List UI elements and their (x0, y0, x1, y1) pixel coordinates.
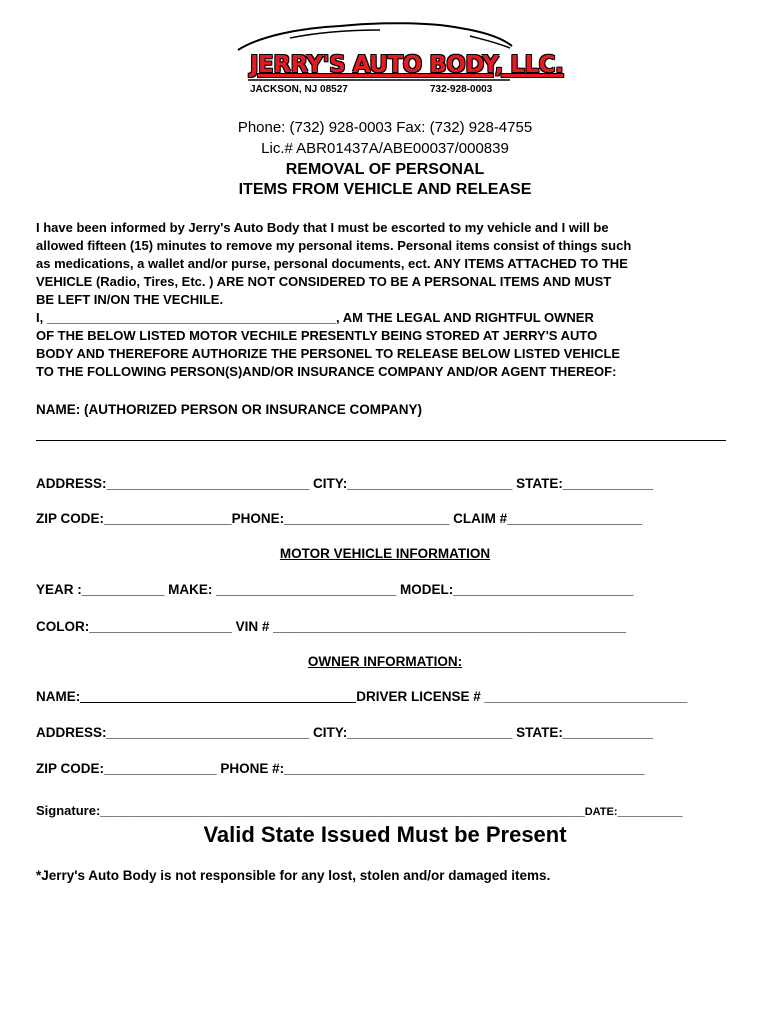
license-number: Lic.# ABR01437A/ABE00037/000839 (261, 140, 509, 157)
owner-name-field[interactable] (80, 689, 356, 703)
date-label: DATE: (584, 806, 618, 818)
owner-section-heading: OWNER INFORMATION: (307, 654, 463, 669)
paragraph-line: BODY AND THEREFORE AUTHORIZE THE PERSONEL TO RELEASE BELOW LISTED VEHICLE (36, 346, 621, 361)
id-required-notice: Valid State Issued Must be Present (203, 822, 567, 847)
authorized-name-label: NAME: (AUTHORIZED PERSON OR INSURANCE COMPANY) (36, 402, 423, 417)
form-title-line2: ITEMS FROM VEHICLE AND RELEASE (238, 181, 532, 198)
paragraph-line: I have been informed by Jerry's Auto Body that I must be escorted to my vehicle and I will be (36, 220, 609, 235)
signature-row (36, 803, 683, 818)
driver-license-field[interactable]: DRIVER LICENSE # ___________________________ (356, 689, 688, 704)
paragraph-line: VEHICLE (Radio, Tires, Etc. ) ARE NOT CONSIDERED TO BE A PERSONAL ITEMS AND MUST (36, 274, 612, 289)
color-vin-row[interactable]: COLOR:___________________ VIN # _______________________________________________ (36, 619, 627, 634)
release-paragraph (36, 219, 736, 381)
authorized-zip-phone-claim-row[interactable]: ZIP CODE:_________________PHONE:______________________ CLAIM #__________________ (36, 511, 643, 526)
owner-zip-phone-row[interactable]: ZIP CODE:_______________ PHONE #:________________________________________________ (36, 761, 645, 776)
authorized-name-line[interactable] (36, 440, 726, 441)
company-logo (230, 18, 564, 100)
authorized-address-row[interactable]: ADDRESS:___________________________ CITY:______________________ STATE:____________ (36, 476, 653, 491)
year-make-model-row[interactable]: YEAR :___________ MAKE: ________________________ MODEL:________________________ (36, 582, 634, 597)
owner-name-label: NAME: (36, 689, 81, 704)
logo-company-name: JERRY'S AUTO BODY, LLC. (250, 52, 564, 78)
paragraph-line: TO THE FOLLOWING PERSON(S)AND/OR INSURANCE COMPANY AND/OR AGENT THEREOF: (36, 364, 617, 379)
phone-fax: Phone: (732) 928-0003 Fax: (732) 928-4755 (237, 119, 533, 136)
paragraph-line: allowed fifteen (15) minutes to remove my personal items. Personal items consist of things such (36, 238, 632, 253)
form-title-line1: REMOVAL OF PERSONAL (285, 161, 485, 178)
owner-name-license-row (36, 689, 687, 704)
vehicle-section-heading: MOTOR VEHICLE INFORMATION (279, 546, 491, 561)
signature-field[interactable]: Signature:___________________________________________________________________ (36, 803, 585, 818)
logo-city: JACKSON, NJ 08527 (250, 84, 348, 95)
paragraph-line: BE LEFT IN/ON THE VECHILE. (36, 292, 224, 307)
owner-address-row[interactable]: ADDRESS:___________________________ CITY:______________________ STATE:____________ (36, 725, 653, 740)
disclaimer: *Jerry's Auto Body is not responsible for any lost, stolen and/or damaged items. (36, 868, 551, 883)
paragraph-line: OF THE BELOW LISTED MOTOR VECHILE PRESENTLY BEING STORED AT JERRY'S AUTO (36, 328, 598, 343)
date-field[interactable]: _________ (617, 803, 683, 818)
logo-phone: 732-928-0003 (430, 84, 493, 95)
owner-name-line[interactable]: I, ________________________________________, AM THE LEGAL AND RIGHTFUL OWNER (36, 310, 594, 325)
paragraph-line: as medications, a wallet and/or purse, personal documents, ect. ANY ITEMS ATTACHED TO THE (36, 256, 628, 271)
